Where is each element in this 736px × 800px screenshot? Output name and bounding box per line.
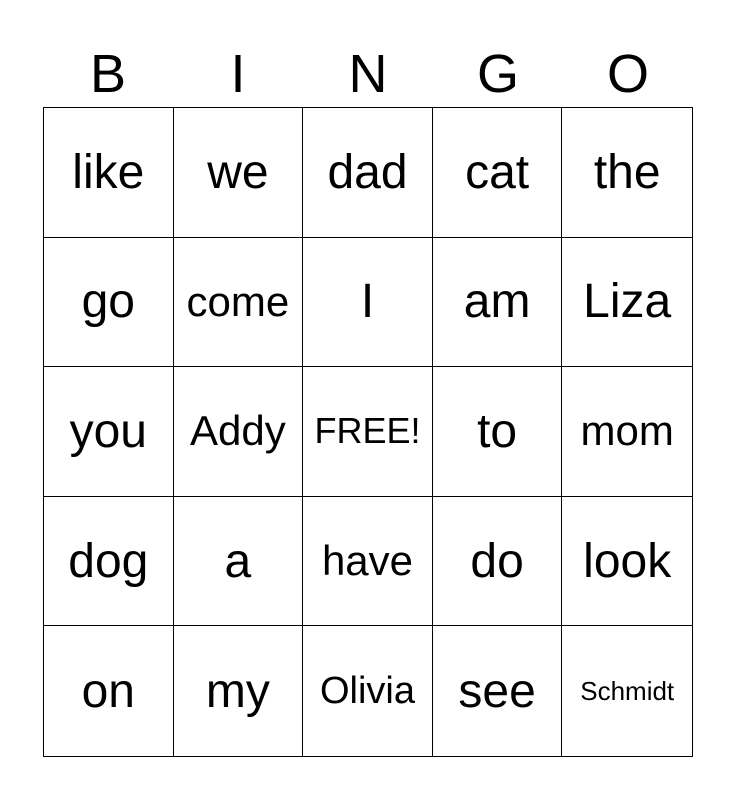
bingo-cell[interactable]: we: [174, 108, 304, 238]
header-letter-b: B: [89, 44, 127, 104]
bingo-cell[interactable]: Addy: [174, 367, 304, 497]
bingo-cell[interactable]: Schmidt: [580, 675, 675, 706]
bingo-cell[interactable]: dog: [44, 497, 174, 627]
bingo-cell[interactable]: Liza: [562, 238, 692, 368]
bingo-grid: [43, 107, 693, 757]
bingo-cell[interactable]: cat: [433, 108, 563, 238]
bingo-cell[interactable]: do: [433, 497, 563, 627]
bingo-cell[interactable]: am: [433, 238, 563, 368]
bingo-header: [43, 40, 693, 108]
bingo-cell[interactable]: dad: [303, 108, 433, 238]
header-letter-g: G: [476, 44, 519, 104]
header-letter-i: I: [230, 44, 246, 104]
bingo-cell[interactable]: come: [174, 238, 304, 368]
bingo-cell[interactable]: have: [303, 497, 433, 627]
bingo-cell[interactable]: go: [44, 238, 174, 368]
bingo-cell[interactable]: look: [562, 497, 692, 627]
bingo-cell[interactable]: my: [174, 626, 304, 756]
bingo-cell[interactable]: a: [174, 497, 304, 627]
bingo-cell[interactable]: you: [44, 367, 174, 497]
header-letter-o: O: [606, 44, 649, 104]
bingo-cell[interactable]: Olivia: [303, 626, 433, 756]
bingo-cell[interactable]: the: [562, 108, 692, 238]
bingo-cell[interactable]: to: [433, 367, 563, 497]
bingo-cell[interactable]: mom: [562, 367, 692, 497]
header-letter-n: N: [348, 44, 388, 104]
bingo-cell[interactable]: on: [44, 626, 174, 756]
bingo-cell[interactable]: I: [303, 238, 433, 368]
bingo-cell[interactable]: like: [44, 108, 174, 238]
free-space-cell[interactable]: FREE!: [303, 367, 433, 497]
bingo-cell[interactable]: see: [433, 626, 563, 756]
